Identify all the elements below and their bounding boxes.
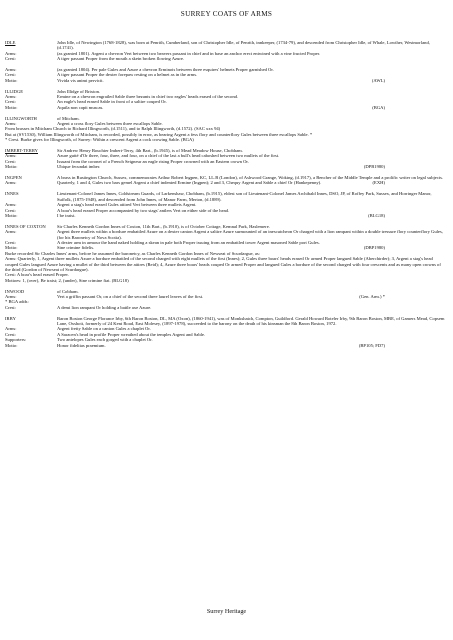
row-text: of Mitcham. [57, 115, 80, 121]
row-text: Sir Andrew Henry Bouchier Imbert-Terry, 4th Bart., (b.1945), is of Mead Meadow House, Chobham. [57, 148, 243, 154]
entry-row [5, 213, 447, 218]
armorial-entries [5, 40, 447, 353]
row-text: A tiger passant Proper the dexter forepaw resting on a helmet as in the arms. [57, 72, 198, 78]
entry-note: Crest: A boar's head erased Proper. [5, 272, 69, 278]
row-label: Arms: [5, 153, 17, 159]
row-label: Arms: [5, 67, 17, 73]
entry-note: From brasses in Mitcham Church to Richard Illingworth, (d.1511), and to Ralph Illingworth, (d.1572). (SAC xxx 94) [5, 126, 221, 132]
row-label: Arms: [5, 121, 17, 127]
row-text: Baron Boston George Florance Irby, 6th Baron Boston, DL, MA (Oxon), (1860-1941), was of Monkshatch, Compton, Guildford. Gerald Howard Boteler Irby, 9th Baron Boston, MBE, of Gamers Mead, Copsem Lane, Oxshott, formerly of 24 Kent Road, East Molesey, (1897-1978), succeeded to the barony on the death of his kinsman the 8th Baron Boston, 1972. [57, 315, 445, 326]
row-label: Arms: [5, 229, 17, 235]
row-text: Sir Charles Kenneth Gordon Innes of Coxton, 11th Bart., (b.1910), is of October Cottage, Kemnal Park, Haslemere. [57, 223, 270, 229]
page-title: SURREY COATS OF ARMS [180, 10, 273, 18]
row-text: Argent a stag's head erased Gules attired Vert between three mullets Argent. [57, 202, 197, 208]
row-text: of Cobham. [57, 288, 79, 294]
arms-entry [5, 289, 447, 311]
arms-entry [5, 40, 447, 62]
row-label: INWOOD [5, 288, 25, 294]
arms-entry [5, 224, 447, 283]
row-text: An eagle's head erased Sable in front of a saltire couped Or. [57, 99, 167, 105]
row-label: Arms: [5, 50, 17, 56]
source-reference: (DBP1980) [363, 245, 385, 251]
entry-row [5, 121, 447, 126]
row-label: INNES OF COXTON [5, 223, 46, 229]
entry-row [5, 164, 447, 169]
row-label: Motto: [5, 77, 18, 83]
row-label: Motto: [5, 245, 18, 251]
source-reference: (BGA) [372, 104, 385, 110]
row-label: IDLE [5, 40, 16, 45]
row-label: Crest: [5, 99, 16, 105]
row-label: Supporters: [5, 337, 27, 343]
row-text: Quarterly, 1 and 4, Gules two bars gemel Argent a chief indented Ermine (Ingpen); 2 and 3, Chequy Argent and Sable a chief Or (Hankepenny). [57, 180, 322, 186]
row-text: A dexter arm in armour the hand naked holding a skean in pale both Proper issuing from an embattled tower Argent masoned Sable port Gules. [57, 239, 320, 245]
row-label: Arms: [5, 202, 17, 208]
source-reference: (BP105; FD7) [358, 342, 385, 348]
row-label: IRBY [5, 315, 16, 321]
row-text: Azure gutté d'Or three, four, three, and four, on a chief of the last a bull's head caboshed between two mullets of the first. [57, 153, 280, 159]
page-footer: Surrey Heritage [206, 608, 247, 615]
entry-row [5, 180, 447, 185]
entry-row [5, 191, 447, 202]
row-text: Lieutenant-Colonel James Innes, Coldstream Guards, of Larkenshaw, Chobham, (b.1915), eldest son of Lieutenant-Colonel James Archibald Innes, DSO, JP, of Roffey Park, Sussex, and Horringer Manor, Suffolk, (1875-1948), and descended from John Innes, of Manor Farm, Merton, (d.1889). [57, 191, 432, 202]
source-reference: (BLG18) [368, 212, 385, 218]
source-reference: (Gen. Arm.) * [359, 293, 385, 299]
row-label: Crest: [5, 239, 16, 245]
entry-row [5, 245, 447, 250]
entry-row [5, 305, 447, 310]
row-label: Crest: [5, 56, 16, 62]
row-text: A boar's head erased Proper accompanied by two stags' antlers Vert on either side of the head. [57, 207, 230, 213]
row-label: Motto: [5, 164, 18, 170]
row-label: Crest: [5, 72, 16, 78]
row-text: (as granted 1801). Argent a chevron Vert between two beavers passant in chief and in base an anchor erect entwined with a vine fructed Proper. [57, 50, 321, 56]
row-text: John Illidge of Brixton. [57, 88, 101, 94]
arms-entry [5, 191, 447, 218]
arms-entry [5, 67, 447, 83]
row-text: Argent fretty Sable on a canton Gules a chaplet Or. [57, 326, 151, 332]
row-text: (as granted 1804). Per pale Gules and Azure a chevron Erminois between three esquires' helmets Proper garnished Or. [57, 67, 274, 73]
row-label: Motto: [5, 212, 18, 218]
arms-entry [5, 116, 447, 143]
row-label: Crest: [5, 304, 16, 310]
source-reference: (AWL) [371, 77, 385, 83]
entry-row [5, 56, 447, 61]
row-label: Crest: [5, 158, 16, 164]
row-label: Arms: [5, 293, 17, 299]
entry-note: Mottoes: 1, (over), Be traist; 2, (under), Sine crimine fiat. (BLG18) [5, 277, 129, 283]
entry-note: * Crest. Burke gives for Illingworth, of Surrey: Within a crescent Argent a cock crowing Sable. (BGA) [5, 137, 194, 143]
entry-note: Burke recorded Sir Charles Innes' arms, before he assumed the baronetcy, as Charles Kenneth Gordon Innes of Newseat of Scurdargue, as: [5, 250, 260, 256]
row-label: Arms: [5, 326, 17, 332]
row-label: IMBERT-TERRY [5, 148, 38, 154]
row-label: ILLINGWORTH [5, 115, 37, 121]
row-text: A brass in Rustington Church, Sussex, commemorates Arthur Robert Ingpen, KC, LL.B (London), of Ashwood Grange, Woking, (d.1917), a Bencher of the Middle Temple and a prolific writer on legal subjects. [57, 175, 444, 181]
row-label: Motto: [5, 342, 18, 348]
arms-entry [5, 89, 447, 111]
entry-row [5, 229, 447, 240]
row-label: * BGA adds: [5, 299, 29, 305]
row-text: Argent a cross flory Gules between three escallops Sable. [57, 121, 163, 127]
row-text: A tiger passant Proper from the mouth a skein broken flowing Azure. [57, 56, 185, 62]
row-label: INNES [5, 191, 19, 197]
source-reference: (DPB1980) [363, 164, 385, 170]
entry-row [5, 78, 447, 83]
row-label: Crest: [5, 331, 16, 337]
row-label: ILLIDGE [5, 88, 24, 94]
source-reference: (EXH) [372, 180, 385, 186]
row-text: A demi lion rampant Or holding a battle axe Azure. [57, 304, 152, 310]
row-label: INGPEN [5, 175, 22, 181]
arms-entry [5, 175, 447, 186]
row-text: Sine crimine fidelis. [57, 245, 95, 251]
row-text: A Saracen's head in profile Proper wreathed about the temples Argent and Sable. [57, 331, 206, 337]
row-text: Ubique fecundat imber. [57, 164, 101, 170]
entry-row [5, 40, 447, 51]
row-text: Honor fidelitas praemium. [57, 342, 106, 348]
entry-row [5, 105, 447, 110]
row-text: Two antelopes Gules each gorged with a chaplet Or. [57, 337, 153, 343]
row-text: Ermine on a chevron engrailed Sable three bezants in chief two eagles' heads erased of the second. [57, 94, 239, 100]
entry-row [5, 343, 447, 348]
arms-entry [5, 148, 447, 170]
row-text: Vert a griffin passant Or, on a chief of the second three laurel leaves of the first. [57, 293, 204, 299]
row-text: Vivida vis animi pervicit. [57, 77, 104, 83]
entry-row [5, 316, 447, 327]
row-label: Motto: [5, 104, 18, 110]
row-label: Crest: [5, 207, 16, 213]
row-text: I be traist. [57, 212, 76, 218]
row-text: Argent three mullets within a bordure embattled Azure on a dexter canton Argent a saltire Azure surmounted of an inescutcheon Or charged with a lion rampant within a double tressure flory counterflory Gules, (for his Baronetcy of Nova Scotia). [57, 229, 443, 240]
row-label: Arms: [5, 94, 17, 100]
arms-entry [5, 316, 447, 348]
entry-note: Arms: Quarterly, 1, Argent three mullets Azure a bordure embattled of the second charged with eight mullets of the first (Innes); 2, Gules three boars' heads erased Or armed Proper langued Sable (Aberchirder); 3, Argent a stag's head couped Gules langued Azure having a mullet of the third between the attires (Reid); 4, Azure three boars' heads couped Or armed Proper and langued Gules a bordure of the second charged with four crescents and as many open crowns of the third (Gordon of Newseat of Scurdargue). [5, 256, 441, 272]
entry-note: But at (SV1530), William Illingworth of Mitcham, is recorded, possibly in error, as bearing Argent a fess flory and counterflory Gules between three escallops Sable. * [5, 131, 313, 137]
row-text: Issuant from the coronet of a French Seigneur an eagle rising Proper crowned with an Eastern crown Or. [57, 158, 249, 164]
row-text: John Idle, of Newington (1768-1828), was born at Penrith, Cumberland, son of Christopher Idle, of Penrith, innkeeper, (1734-79), and descended from Christopher Idle, of Whale, Lowther, Westmorland, (d.1741). [57, 40, 430, 51]
row-text: Aquila non capit muscas. [57, 104, 104, 110]
row-label: Arms: [5, 180, 17, 186]
